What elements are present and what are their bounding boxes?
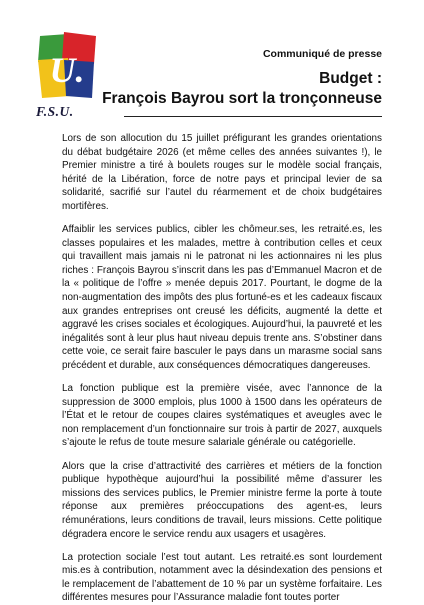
- logo-mark: U.: [49, 50, 85, 90]
- document-title: Budget :: [319, 70, 382, 87]
- logo-wordmark: F.S.U.: [36, 104, 74, 119]
- document-body: [62, 132, 382, 605]
- paragraph: Affaiblir les services publics, cibler les chômeur.ses, les retraité.es, les classes populaires et les malades, mettre à contribution celles et ceux qui travaillent mais jamais ni le patronat ni les actionnaires ni les plus riches : François Bayrou s’inscrit dans les pas d’Emmanuel Macron et de la « politique de l’offre » menée depuis 2017. Pourtant, le dogme de la non-augmentation des impôts des plus fortuné-es et les cadeaux fiscaux aux grandes entreprises ont creusé les déficits, augmenté la dette et aggravé les crises sociales et écologiques. Aujourd’hui, la pauvreté et les inégalités sont à leur plus haut niveau depuis trente ans. S’obstiner dans cette voie, ce serait faire basculer le pays dans un marasme social sans précédent et durable, aux conséquences démocratiques dangereuses.: [62, 224, 382, 371]
- header-divider: [124, 116, 382, 117]
- document-subtitle: François Bayrou sort la tronçonneuse: [102, 90, 382, 107]
- press-release-label: Communiqué de presse: [262, 48, 382, 60]
- fsu-logo: [34, 30, 100, 102]
- paragraph: Lors de son allocution du 15 juillet préfigurant les grandes orientations du débat budgétaire 2026 (et même celles des années suivantes !), le Premier ministre a tiré à boulets rouges sur le modèle social français, hérité de la Libération, force de notre pays et principal levier de sa solidarité, sacrifié sur l’autel du réarmement et de choix budgétaires mortifères.: [62, 133, 382, 212]
- paragraph: Alors que la crise d’attractivité des carrières et métiers de la fonction publique hypothèque aujourd’hui la possibilité même d’assurer les missions des services publics, le Premier ministre ferme la porte à toute réponse aux premières préoccupations des agent-es, leurs rémunérations, leurs conditions de travail, leurs missions. Cette politique dégradera encore le service rendu aux usagers et usagères.: [62, 460, 382, 540]
- document-header: [102, 48, 382, 108]
- paragraph: La protection sociale l’est tout autant. Les retraité.es sont lourdement mis.es à contribution, notamment avec la désindexation des pensions et le remplacement de l’abattement de 10 % par un système forfaitaire. Les différentes mesures pour l’Assurance maladie font toutes porter: [62, 551, 382, 604]
- paragraph: La fonction publique est la première visée, avec l’annonce de la suppression de 3000 emplois, plus 1000 à 1500 dans les opérateurs de l’État et le retour de coupes claires systématiques et aveugles avec le non remplacement d’un fonctionnaire sur trois à partir de 2027, auxquels s’ajoute le refus de toute mesure salariale générale ou catégorielle.: [62, 383, 382, 449]
